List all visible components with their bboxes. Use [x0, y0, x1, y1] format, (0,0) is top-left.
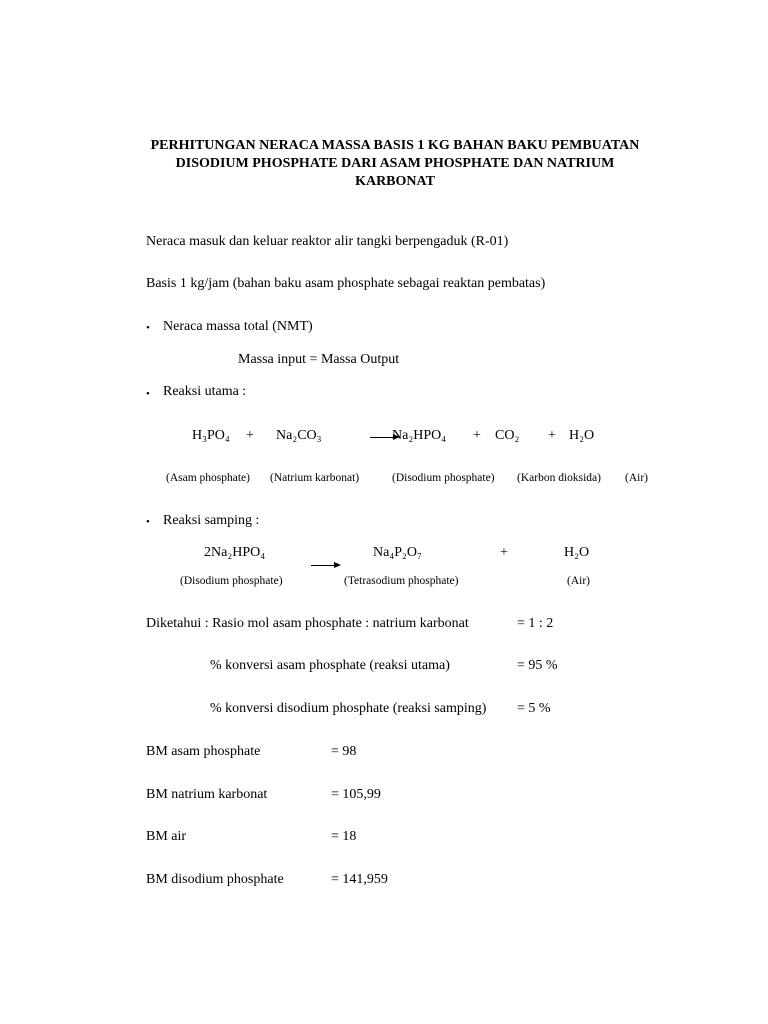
page-title: [130, 137, 660, 191]
bullet-icon: •: [146, 516, 150, 528]
bm-label: BM natrium karbonat: [146, 787, 268, 802]
reactant-2na2hpo4: 2Na₂HPO₄: [204, 545, 266, 560]
konversi-samping-value: = 5 %: [517, 701, 551, 716]
konversi-samping-label: % konversi disodium phosphate (reaksi samping): [210, 701, 487, 716]
title-line-1: PERHITUNGAN NERACA MASSA BASIS 1 KG BAHAN BAKU PEMBUATAN: [150, 138, 640, 153]
plus-sign: +: [473, 428, 481, 443]
product-h2o: H₂O: [564, 545, 590, 560]
title-line-2: DISODIUM PHOSPHATE DARI ASAM PHOSPHATE DAN NATRIUM: [175, 156, 615, 171]
nmt-heading: Neraca massa total (NMT): [163, 319, 313, 334]
konversi-utama-value: = 95 %: [517, 658, 558, 673]
basis-statement: Basis 1 kg/jam (bahan baku asam phosphate sebagai reaktan pembatas): [146, 276, 546, 291]
label-karbon-dioksida: (Karbon dioksida): [517, 472, 601, 484]
label-tetrasodium-phosphate: (Tetrasodium phosphate): [344, 575, 459, 587]
product-h2o: H₂O: [569, 428, 595, 443]
reaction-arrow-icon: [311, 565, 339, 566]
product-na4p2o7: Na₄P₂O₇: [373, 545, 422, 560]
bm-value: = 18: [331, 829, 357, 844]
bm-value: = 98: [331, 744, 357, 759]
rasio-value: = 1 : 2: [517, 616, 554, 631]
label-disodium-phosphate: (Disodium phosphate): [392, 472, 495, 484]
reaksi-utama-heading: Reaksi utama :: [163, 384, 247, 399]
neraca-statement: Neraca masuk dan keluar reaktor alir tangki berpengaduk (R-01): [146, 234, 509, 249]
title-line-3: KARBONAT: [355, 174, 435, 189]
nmt-equation: Massa input = Massa Output: [238, 352, 400, 367]
reactant-na2co3: Na₂CO₃: [276, 428, 322, 443]
bm-label: BM asam phosphate: [146, 744, 261, 759]
plus-sign: +: [246, 428, 254, 443]
product-co2: CO₂: [495, 428, 520, 443]
bm-value: = 141,959: [331, 872, 388, 887]
product-na2hpo4: Na₂HPO₄: [392, 428, 447, 443]
reactant-h3po4: H₃PO₄: [192, 428, 230, 443]
konversi-utama-label: % konversi asam phosphate (reaksi utama): [210, 658, 450, 673]
label-disodium-phosphate: (Disodium phosphate): [180, 575, 283, 587]
reaksi-samping-heading: Reaksi samping :: [163, 513, 260, 528]
label-asam-phosphate: (Asam phosphate): [166, 472, 250, 484]
bullet-icon: •: [146, 388, 150, 400]
bullet-icon: •: [146, 322, 150, 334]
label-natrium-karbonat: (Natrium karbonat): [270, 472, 360, 484]
label-air: (Air): [567, 575, 590, 587]
bm-label: BM air: [146, 829, 187, 844]
plus-sign: +: [500, 545, 508, 560]
bm-label: BM disodium phosphate: [146, 872, 284, 887]
rasio-label: Diketahui : Rasio mol asam phosphate : natrium karbonat: [146, 616, 469, 631]
label-air: (Air): [625, 472, 648, 484]
bm-value: = 105,99: [331, 787, 381, 802]
plus-sign: +: [548, 428, 556, 443]
